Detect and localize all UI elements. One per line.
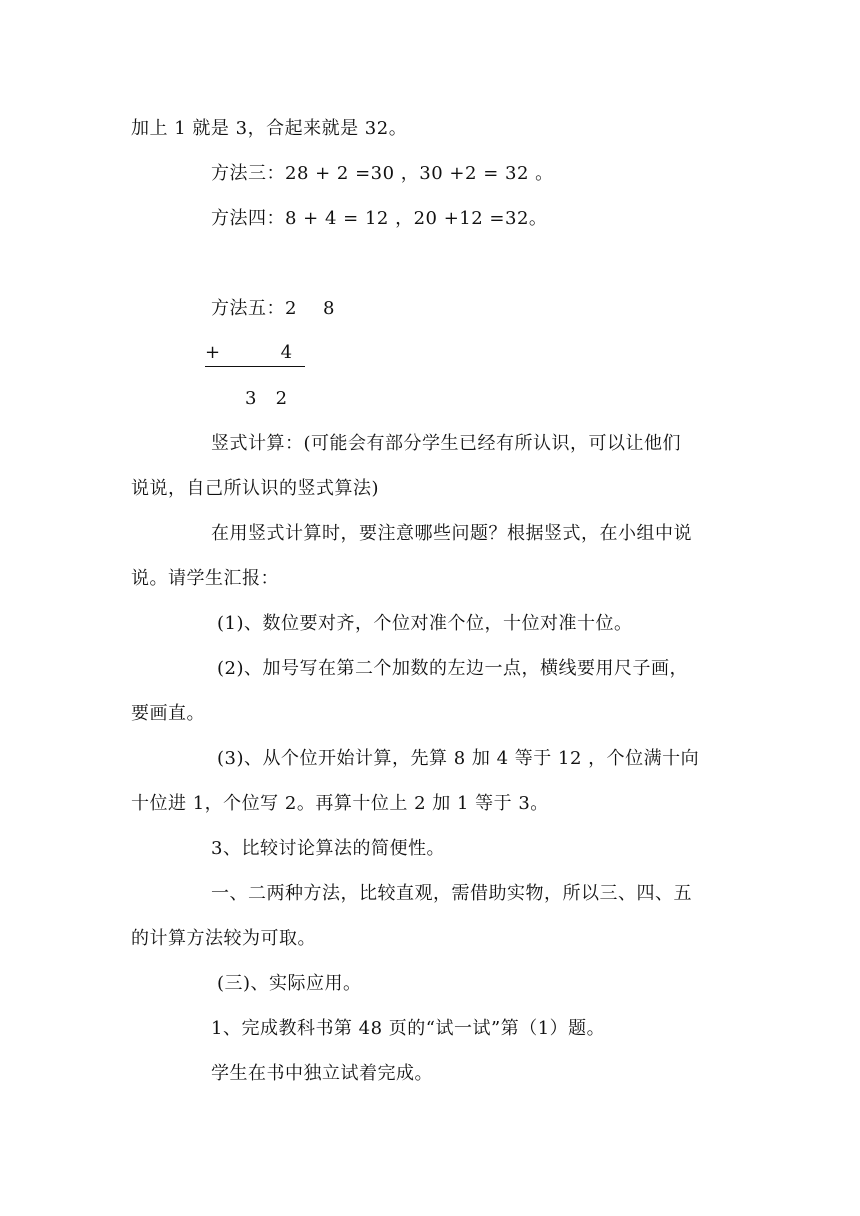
text-line: 1、完成教科书第 48 页的“试一试”第（1）题。 — [211, 1018, 606, 1039]
text-line: 在用竖式计算时，要注意哪些问题？根据竖式，在小组中说 — [211, 523, 692, 544]
text-line: 学生在书中独立试着完成。 — [211, 1063, 433, 1084]
section-heading: (三)、实际应用。 — [217, 973, 362, 994]
text-line: 的计算方法较为可取。 — [131, 928, 316, 949]
list-item: (1)、数位要对齐，个位对准个位，十位对准十位。 — [217, 613, 633, 634]
text-line-method-4: 方法四：8 + 4 = 12 ，20 +12 =32。 — [211, 208, 548, 229]
list-item: (3)、从个位开始计算，先算 8 加 4 等于 12 ，个位满十向 — [217, 748, 700, 769]
plus-sign: + — [205, 342, 221, 363]
text-line: 要画直。 — [131, 703, 205, 724]
text-line: 一、二两种方法，比较直观，需借助实物，所以三、四、五 — [211, 883, 692, 904]
text-line: 加上 1 就是 3，合起来就是 32。 — [131, 118, 408, 139]
text-line-method-5 — [211, 297, 335, 321]
text-line: 3、比较讨论算法的简便性。 — [211, 838, 445, 859]
list-item: (2)、加号写在第二个加数的左边一点，横线要用尺子画， — [217, 658, 688, 679]
text-line: 说。请学生汇报： — [131, 568, 279, 589]
text-line: 十位进 1，个位写 2。再算十位上 2 加 1 等于 3。 — [131, 793, 549, 814]
vertical-addend-row — [205, 341, 305, 367]
text-line-method-3: 方法三：28 + 2 =30 ，30 +2 = 32 。 — [211, 163, 554, 184]
text-line: 竖式计算：(可能会有部分学生已经有所认识，可以让他们 — [211, 433, 682, 454]
text-line: 说说，自己所认识的竖式算法) — [131, 478, 380, 499]
vertical-digit: 8 — [322, 298, 335, 319]
vertical-sum-row: 3 2 — [245, 388, 288, 409]
method-5-label: 方法五：2 — [211, 298, 297, 319]
vertical-digit: 4 — [280, 342, 293, 363]
underline-row — [205, 341, 305, 367]
